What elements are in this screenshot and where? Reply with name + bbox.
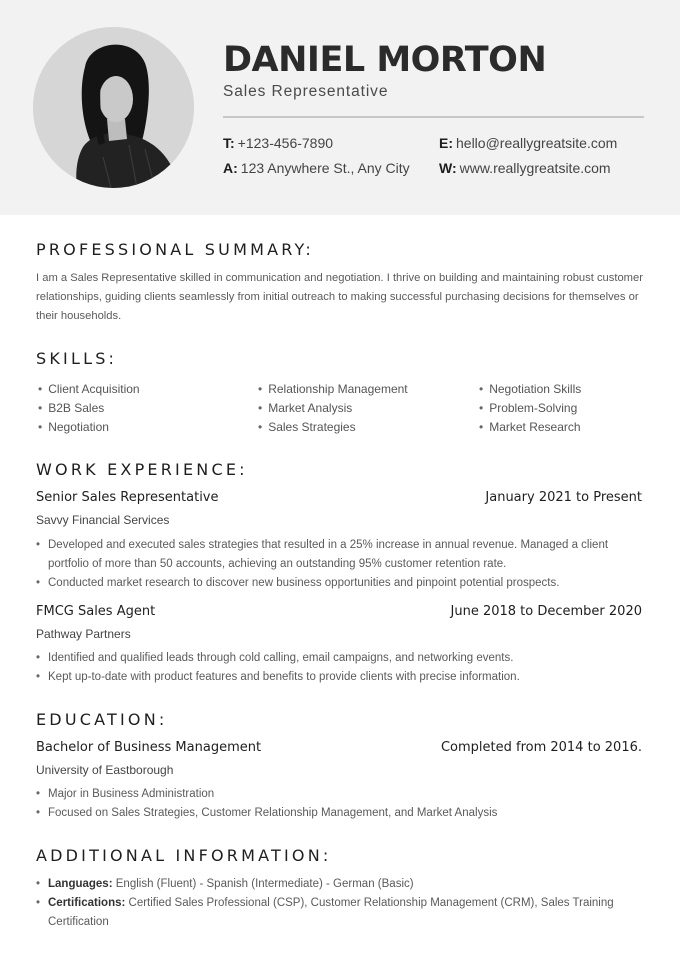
job-company: Pathway Partners	[36, 627, 131, 641]
school-name: University of Eastborough	[36, 763, 174, 777]
job-bullets	[36, 649, 636, 687]
candidate-title: Sales Representative	[223, 83, 389, 100]
skill-item: • Market Research	[479, 420, 581, 434]
skill-item: • B2B Sales	[38, 401, 104, 415]
profile-photo	[33, 27, 194, 188]
job-bullets	[36, 536, 636, 593]
job-title: FMCG Sales Agent	[36, 604, 156, 619]
skill-item: • Market Analysis	[258, 401, 352, 415]
header-divider	[223, 116, 644, 118]
additional-heading: ADDITIONAL INFORMATION:	[36, 846, 332, 865]
website-label: W:	[439, 160, 457, 176]
contact-email	[439, 135, 617, 151]
list-item: • Developed and executed sales strategies that resulted in a 25% increase in annual revenue. Managed a client portfolio of more than 50 accounts, achieving an outstanding 95% customer retention rate.	[36, 536, 636, 574]
phone-label: T:	[223, 135, 235, 151]
contact-phone	[223, 135, 333, 151]
skill-item: • Relationship Management	[258, 382, 408, 396]
profile-photo-portrait	[33, 27, 194, 188]
address-label: A:	[223, 160, 238, 176]
certifications-label: Certifications:	[48, 897, 126, 909]
job-title: Senior Sales Representative	[36, 490, 219, 505]
list-item: • Kept up-to-date with product features and benefits to provide clients with precise information.	[36, 668, 636, 687]
degree-title: Bachelor of Business Management	[36, 740, 262, 755]
resume-header	[0, 0, 680, 215]
candidate-name: DANIEL MORTON	[223, 40, 547, 80]
phone-value: +123-456-7890	[237, 135, 334, 151]
certifications-text: Certified Sales Professional (CSP), Customer Relationship Management (CRM), Sales Training Certification	[48, 897, 614, 928]
list-item: • Identified and qualified leads through cold calling, email campaigns, and networking events.	[36, 649, 636, 668]
skill-item: • Negotiation	[38, 420, 109, 434]
list-item	[36, 875, 636, 894]
email-value: hello@reallygreatsite.com	[456, 135, 618, 151]
contact-website	[439, 160, 611, 176]
summary-text: I am a Sales Representative skilled in communication and negotiation. I thrive on building and maintaining robust customer relationships, guiding clients seamlessly from initial outreach to making successful purchasing decisions for themselves or their households.	[36, 272, 643, 322]
summary-heading: PROFESSIONAL SUMMARY:	[36, 240, 314, 259]
list-item: • Major in Business Administration	[36, 785, 636, 804]
skill-item: • Problem-Solving	[479, 401, 577, 415]
degree-dates: Completed from 2014 to 2016.	[440, 740, 642, 755]
list-item	[36, 894, 636, 932]
education-heading: EDUCATION:	[36, 710, 168, 729]
additional-bullets	[36, 875, 636, 932]
job-dates: January 2021 to Present	[485, 490, 642, 505]
skill-item: • Client Acquisition	[38, 382, 140, 396]
experience-heading: WORK EXPERIENCE:	[36, 460, 248, 479]
contact-address	[223, 160, 410, 176]
languages-text: English (Fluent) - Spanish (Intermediate) - German (Basic)	[115, 878, 414, 890]
address-value: 123 Anywhere St., Any City	[240, 160, 410, 176]
job-company: Savvy Financial Services	[36, 513, 170, 527]
list-item: • Focused on Sales Strategies, Customer Relationship Management, and Market Analysis	[36, 804, 636, 823]
email-label: E:	[439, 135, 453, 151]
job-dates: June 2018 to December 2020	[450, 604, 642, 619]
website-value: www.reallygreatsite.com	[459, 160, 611, 176]
skill-item: • Negotiation Skills	[479, 382, 581, 396]
languages-label: Languages:	[48, 878, 113, 890]
skill-item: • Sales Strategies	[258, 420, 356, 434]
education-bullets	[36, 785, 636, 823]
skills-heading: SKILLS:	[36, 349, 118, 368]
list-item: • Conducted market research to discover new business opportunities and pinpoint potential prospects.	[36, 574, 636, 593]
